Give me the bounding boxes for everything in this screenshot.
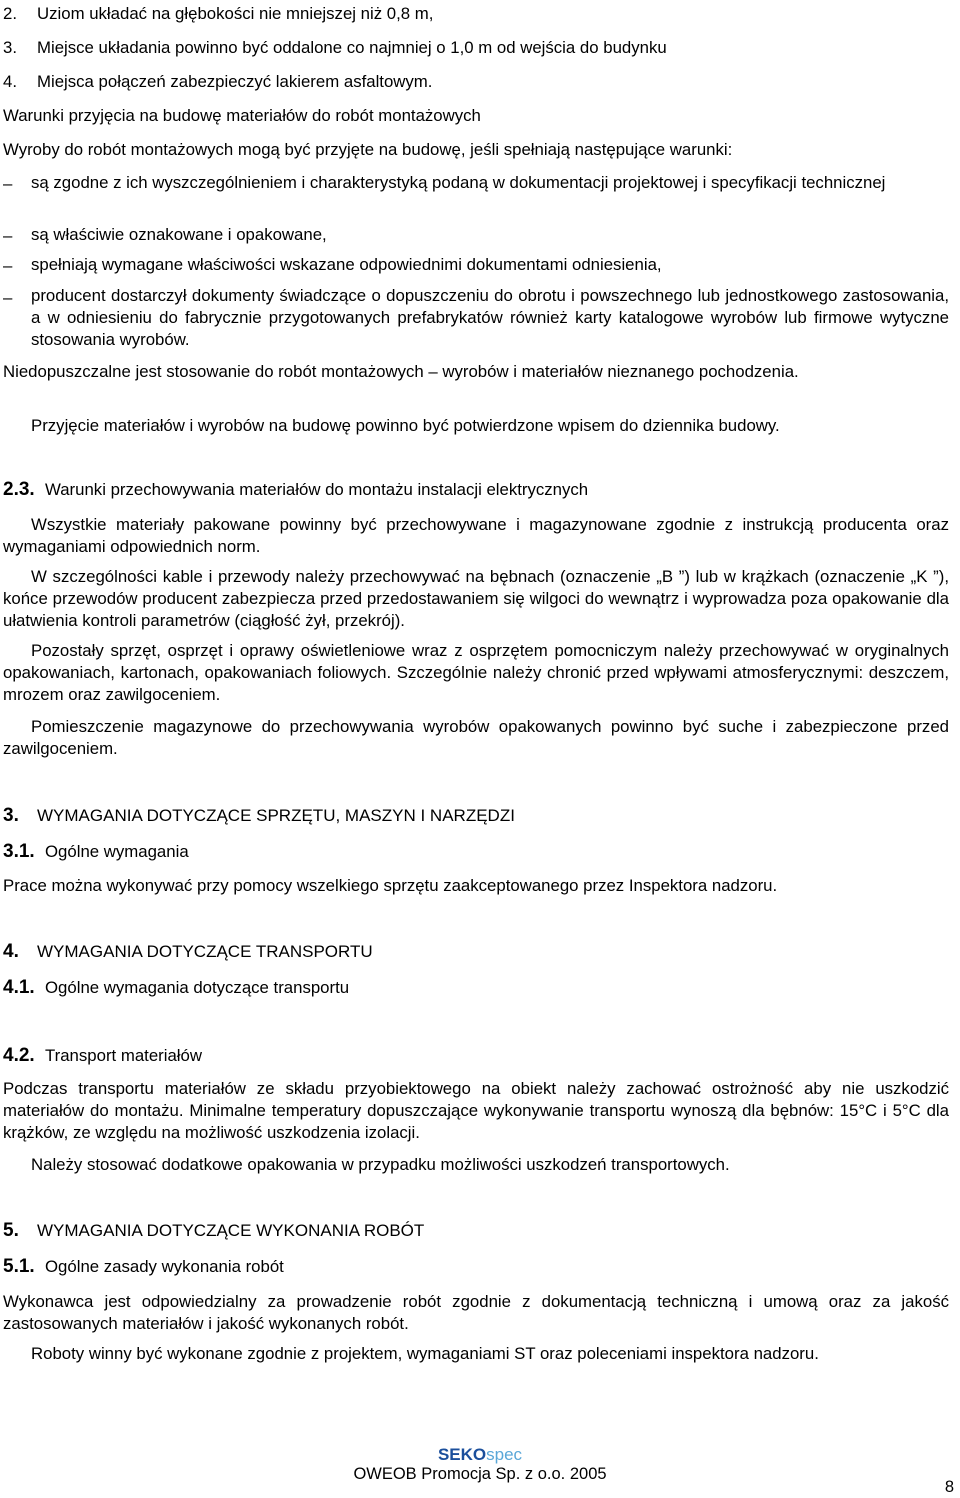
chapter-title: WYMAGANIA DOTYCZĄCE WYKONANIA ROBÓT [37,1221,425,1240]
chapter-heading [3,942,373,962]
paragraph: Wykonawca jest odpowiedzialny za prowadzenie robót zgodnie z dokumentacją techniczną i umową oraz za jakość zastosowanych materiałów i jakość wykonanych robót. [3,1292,949,1333]
paragraph: Podczas transportu materiałów ze składu przyobiektowego na obiekt należy zachować ostrożność aby nie uszkodzić materiałów do montażu. Minimalne temperatury dopuszczające wykonywanie transportu wynoszą dla bębnów: 15°C i 5°C dla krążków, ze względu na możliwość uszkodzenia izolacji. [3,1079,949,1142]
footer-company: OWEOB Promocja Sp. z o.o. 2005 [353,1465,607,1483]
section-title: Ogólne wymagania dotyczące transportu [45,978,350,997]
list-item-number: 4. [3,72,17,91]
section-heading [3,1046,202,1066]
bullet-dash-icon: – [3,226,13,245]
chapter-heading [3,806,515,826]
page-number: 8 [944,1478,954,1496]
chapter-title: WYMAGANIA DOTYCZĄCE SPRZĘTU, MASZYN I NARZĘDZI [37,806,515,825]
bullet-dash-icon: – [3,174,13,193]
bullet-dash-icon: – [3,288,13,307]
list-item-number: 3. [3,38,17,57]
chapter-number: 4. [3,941,19,962]
list-item [3,38,667,58]
list-item-text: Uziom układać na głębokości nie mniejszej niż 0,8 m, [37,4,434,23]
bullet-item: spełniają wymagane właściwości wskazane odpowiednimi dokumentami odniesienia, [31,255,662,274]
paragraph: Roboty winny być wykonane zgodnie z projektem, wymaganiami ST oraz poleceniami inspektora nadzoru. [31,1344,819,1363]
intro-heading: Warunki przyjęcia na budowę materiałów do robót montażowych [3,106,481,125]
section-title: Warunki przechowywania materiałów do montażu instalacji elektrycznych [45,480,589,499]
section-heading [3,978,349,998]
section-title: Ogólne wymagania [45,842,189,861]
paragraph-niedopuszczalne: Niedopuszczalne jest stosowanie do robót montażowych – wyrobów i materiałów nieznanego pochodzenia. [3,362,799,381]
section-number: 2.3. [3,479,35,500]
footer-logo-part1: SEKO [437,1445,487,1464]
bullet-dash-icon: – [3,256,13,275]
section-number: 4.1. [3,977,35,998]
list-item-text: Miejsca połączeń zabezpieczyć lakierem asfaltowym. [37,72,433,91]
section-heading [3,1257,284,1277]
paragraph: Prace można wykonywać przy pomocy wszelkiego sprzętu zaakceptowanego przez Inspektora nadzoru. [3,876,778,895]
bullet-item: są właściwie oznakowane i opakowane, [31,225,327,244]
paragraph: W szczególności kable i przewody należy przechowywać na bębnach (oznaczenie „B ”) lub w krążkach (oznaczenie „K ”), końce przewodów producent zabezpiecza przed przedostawaniem się wilgoci do wewnątrz i wyprowadza poza opakowanie dla ułatwienia kontroli parametrów (ciągłość żył, przekrój). [3,567,949,630]
list-item [3,4,433,24]
paragraph: Pozostały sprzęt, osprzęt i oprawy oświetleniowe wraz z osprzętem pomocniczym należy przechowywać w oryginalnych opakowaniach, kartonach, opakowaniach foliowych. Szczególnie należy chronić przed wpływami atmosferycznymi: deszczem, mrozem oraz zawilgoceniem. [3,641,949,704]
chapter-heading [3,1221,424,1241]
chapter-title: WYMAGANIA DOTYCZĄCE TRANSPORTU [37,942,373,961]
section-number: 5.1. [3,1256,35,1277]
section-heading [3,480,588,500]
list-item-text: Miejsce układania powinno być oddalone co najmniej o 1,0 m od wejścia do budynku [37,38,667,57]
section-number: 4.2. [3,1045,35,1066]
paragraph: Należy stosować dodatkowe opakowania w przypadku możliwości uszkodzeń transportowych. [31,1155,730,1174]
chapter-number: 3. [3,805,19,826]
footer-logo [0,1445,960,1465]
paragraph: Wszystkie materiały pakowane powinny być przechowywane i magazynowane zgodnie z instrukcją producenta oraz wymaganiami odpowiednich norm. [3,515,949,556]
section-number: 3.1. [3,841,35,862]
intro-text: Wyroby do robót montażowych mogą być przyjęte na budowę, jeśli spełniają następujące warunki: [3,140,733,159]
list-item-number: 2. [3,4,17,23]
list-item [3,72,432,92]
chapter-number: 5. [3,1220,19,1241]
paragraph-przyjecie: Przyjęcie materiałów i wyrobów na budowę powinno być potwierdzone wpisem do dziennika budowy. [31,416,780,435]
section-title: Ogólne zasady wykonania robót [45,1257,284,1276]
bullet-item: producent dostarczył dokumenty świadczące o dopuszczeniu do obrotu i powszechnego lub jednostkowego zastosowania, a w odniesieniu do fabrycznie przygotowanych prefabrykatów również karty katalogowe wyrobów lub firmowe wytyczne stosowania wyrobów. [31,286,949,349]
bullet-item: są zgodne z ich wyszczególnieniem i charakterystyką podaną w dokumentacji projektowej i specyfikacji technicznej [31,173,886,192]
paragraph: Pomieszczenie magazynowe do przechowywania wyrobów opakowanych powinno być suche i zabezpieczone przed zawilgoceniem. [3,717,949,758]
footer-logo-part2: spec [486,1445,523,1464]
section-heading [3,842,189,862]
section-title: Transport materiałów [45,1046,202,1065]
